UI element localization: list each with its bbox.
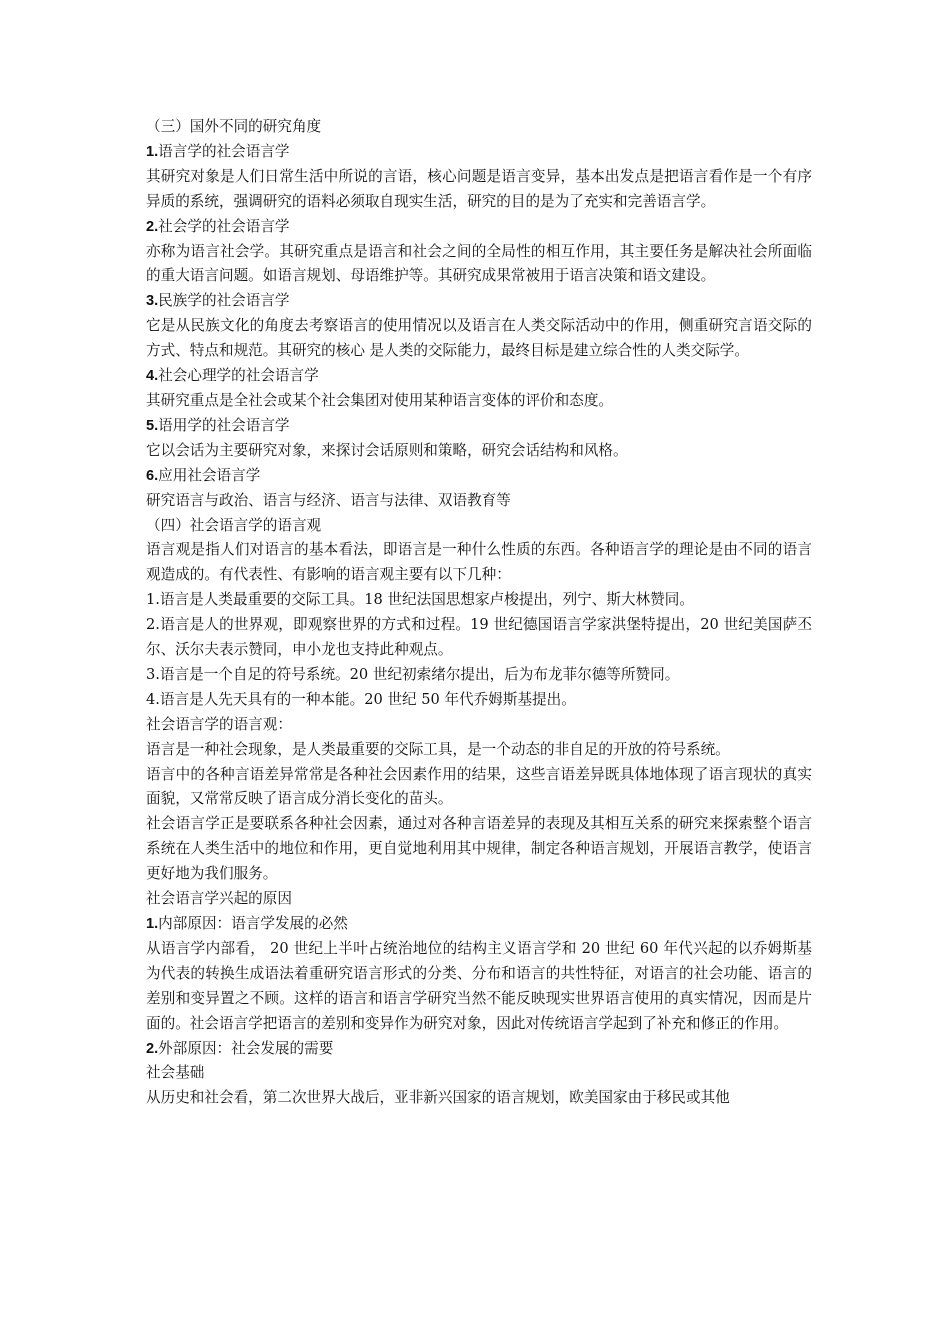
list-item: 1.语言是人类最重要的交际工具。18 世纪法国思想家卢梭提出，列宁、斯大林赞同。 xyxy=(146,591,694,609)
heading-number: 5. xyxy=(146,417,159,434)
subsection-heading xyxy=(146,414,812,439)
subsection-heading xyxy=(146,364,812,389)
paragraph: 社会语言学兴起的原因 xyxy=(146,890,292,908)
heading-text: 社会学的社会语言学 xyxy=(158,217,290,235)
heading-text: 民族学的社会语言学 xyxy=(158,292,290,310)
heading-number: 1. xyxy=(146,143,159,160)
heading-number: 3. xyxy=(146,293,159,310)
heading-number: 4. xyxy=(146,368,159,385)
heading-number: 1. xyxy=(146,916,159,932)
subsection-heading xyxy=(146,289,812,314)
document-body xyxy=(146,115,812,1111)
heading-text: 语言学的社会语言学 xyxy=(158,142,290,160)
paragraph: 它是从民族文化的角度去考察语言的使用情况以及语言在人类交际活动中的作用，侧重研究言语交际的方式、特点和规范。其研究的核心 是人类的交际能力，最终目标是建立综合性的人类交际学。 xyxy=(146,317,812,360)
paragraph: 其研究重点是全社会或某个社会集团对使用某种语言变体的评价和态度。 xyxy=(146,391,614,409)
heading-text: 社会心理学的社会语言学 xyxy=(158,367,319,385)
paragraph: 社会基础 xyxy=(146,1064,205,1082)
subsection-heading xyxy=(146,215,812,240)
subsection-heading xyxy=(146,464,812,489)
list-item: 4.语言是人先天具有的一种本能。20 世纪 50 年代乔姆斯基提出。 xyxy=(146,690,576,708)
paragraph: 社会语言学的语言观： xyxy=(146,715,292,733)
heading-number: 2. xyxy=(146,1040,159,1057)
heading-text: 内部原因：语言学发展的必然 xyxy=(158,915,348,932)
heading-text: 应用社会语言学 xyxy=(158,466,261,484)
heading-number: 2. xyxy=(146,218,159,235)
subsection-heading xyxy=(146,1037,812,1062)
paragraph: 从历史和社会看，第二次世界大战后，亚非新兴国家的语言规划，欧美国家由于移民或其他 xyxy=(146,1089,730,1107)
subsection-heading xyxy=(146,140,812,165)
paragraph: 语言是一种社会现象，是人类最重要的交际工具，是一个动态的非自足的开放的符号系统。 xyxy=(146,740,730,758)
paragraph: 社会语言学正是要联系各种社会因素，通过对各种言语差异的表现及其相互关系的研究来探索整个语言系统在人类生活中的地位和作用，更自觉地利用其中规律，制定各种语言规划，开展语言教学，使语言更好地为我们服务。 xyxy=(146,815,812,883)
section-heading: （四）社会语言学的语言观 xyxy=(146,516,322,534)
paragraph: 它以会话为主要研究对象，来探讨会话原则和策略，研究会话结构和风格。 xyxy=(146,441,628,459)
heading-text: 外部原因：社会发展的需要 xyxy=(158,1039,334,1057)
paragraph: 研究语言与政治、语言与经济、语言与法律、双语教育等 xyxy=(146,491,511,509)
paragraph: 语言观是指人们对语言的基本看法，即语言是一种什么性质的东西。各种语言学的理论是由不同的语言观造成的。有代表性、有影响的语言观主要有以下几种： xyxy=(146,541,812,584)
paragraph: 从语言学内部看， 20 世纪上半叶占统治地位的结构主义语言学和 20 世纪 60 年代兴起的以乔姆斯基为代表的转换生成语法着重研究语言形式的分类、分布和语言的共性特征，对语言的社会功能、语言的差别和变异置之不顾。这样的语言和语言学研究当然不能反映现实世界语言使用的真实情况，因而是片面的。社会语言学把语言的差别和变异作为研究对象，因此对传统语言学起到了补充和修正的作用。 xyxy=(146,939,812,1032)
paragraph: 亦称为语言社会学。其研究重点是语言和社会之间的全局性的相互作用，其主要任务是解决社会所面临的重大语言问题。如语言规划、母语维护等。其研究成果常被用于语言决策和语文建设。 xyxy=(146,242,812,285)
heading-number: 6. xyxy=(146,467,159,484)
paragraph: 其研究对象是人们日常生活中所说的言语，核心问题是语言变异，基本出发点是把语言看作是一个有序异质的系统，强调研究的语料必须取自现实生活，研究的目的是为了充实和完善语言学。 xyxy=(146,167,812,210)
list-item: 2.语言是人的世界观，即观察世界的方式和过程。19 世纪德国语言学家洪堡特提出，20 世纪美国萨丕尔、沃尔夫表示赞同，申小龙也支持此种观点。 xyxy=(146,616,812,659)
paragraph: 语言中的各种言语差异常常是各种社会因素作用的结果，这些言语差异既具体地体现了语言现状的真实面貌，又常常反映了语言成分消长变化的苗头。 xyxy=(146,765,812,808)
heading-text: 语用学的社会语言学 xyxy=(158,416,290,434)
subsection-heading xyxy=(146,912,812,937)
list-item: 3.语言是一个自足的符号系统。20 世纪初索绪尔提出，后为布龙菲尔德等所赞同。 xyxy=(146,665,680,683)
section-heading: （三）国外不同的研究角度 xyxy=(146,118,322,135)
